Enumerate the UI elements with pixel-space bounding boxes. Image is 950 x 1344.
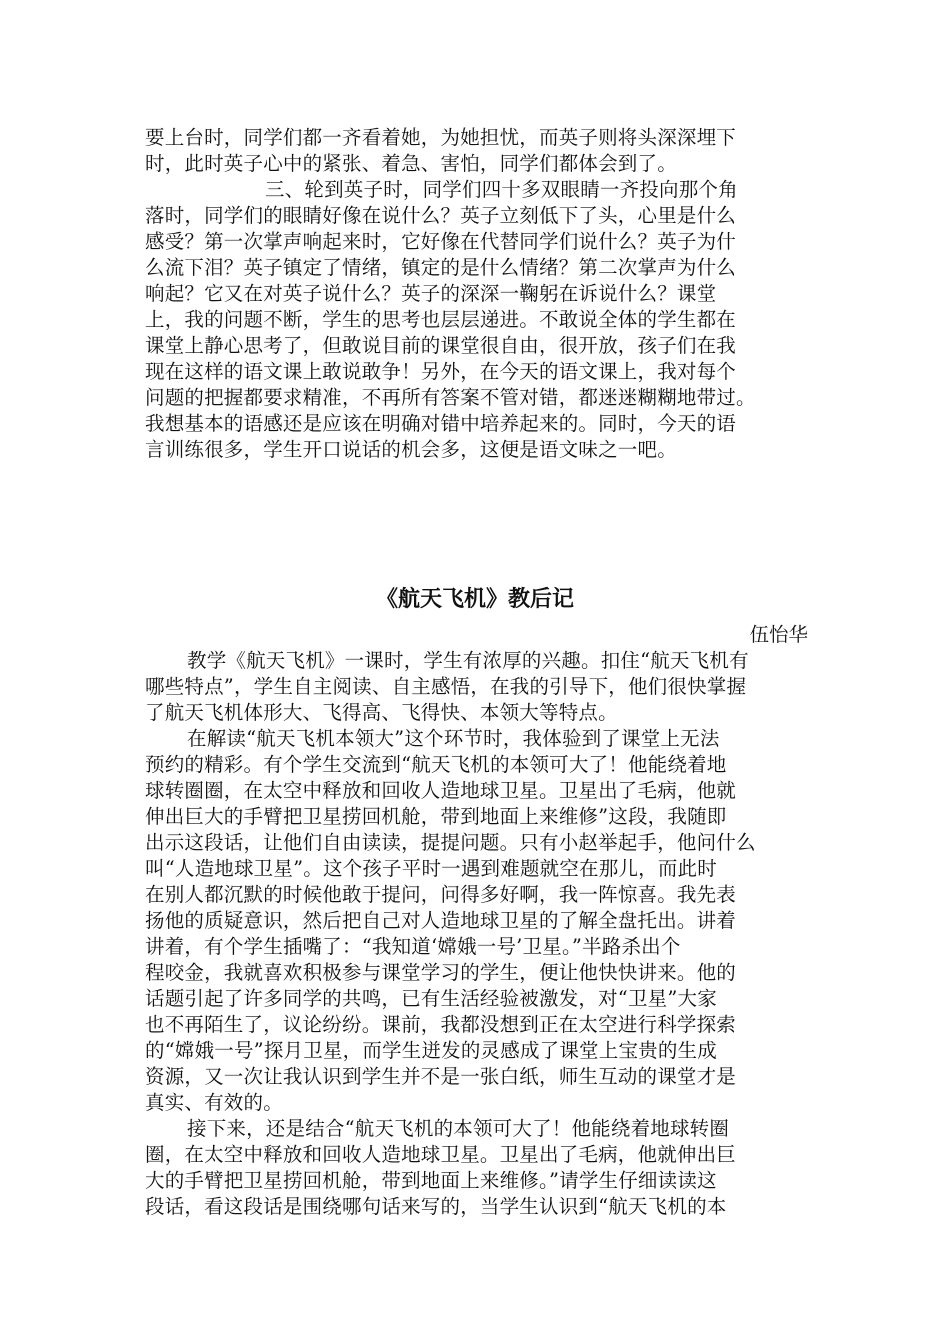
text-line: 时，此时英子心中的紧张、着急、害怕，同学们都体会到了。 bbox=[145, 152, 677, 175]
text-line: 伸出巨大的手臂把卫星捞回机舱，带到地面上来维修”这段，我随即 bbox=[145, 805, 727, 828]
text-line: 要上台时，同学们都一齐看着她，为她担忧，而英子则将头深深埋下 bbox=[145, 126, 737, 149]
text-line: 教学《航天飞机》一课时，学生有浓厚的兴趣。扣住“航天飞机有 bbox=[187, 649, 749, 672]
text-line: 预约的精彩。有个学生交流到“航天飞机的本领可大了！他能绕着地 bbox=[145, 753, 727, 776]
article-body bbox=[145, 648, 813, 1220]
text-line: 响起？它又在对英子说什么？英子的深深一鞠躬在诉说什么？课堂 bbox=[145, 282, 717, 305]
text-line: 我想基本的语感还是应该在明确对错中培养起来的。同时，今天的语 bbox=[145, 412, 737, 435]
text-line: 出示这段话，让他们自由读读，提提问题。只有小赵举起手，他问什么 bbox=[145, 831, 756, 854]
text-line: 段话，看这段话是围绕哪句话来写的，当学生认识到“航天飞机的本 bbox=[145, 1195, 727, 1218]
text-line: 在解读“航天飞机本领大”这个环节时，我体验到了课堂上无法 bbox=[187, 727, 720, 750]
text-line: 球转圈圈，在太空中释放和回收人造地球卫星。卫星出了毛病，他就 bbox=[145, 779, 737, 802]
text-line: 现在这样的语文课上敢说敢争！另外，在今天的语文课上，我对每个 bbox=[145, 360, 737, 383]
text-line: 大的手臂把卫星捞回机舱，带到地面上来维修。”请学生仔细读读这 bbox=[145, 1169, 717, 1192]
article-author: 伍怡华 bbox=[749, 623, 808, 646]
text-line: 么流下泪？英子镇定了情绪，镇定的是什么情绪？第二次掌声为什么 bbox=[145, 256, 737, 279]
text-line: 程咬金，我就喜欢积极参与课堂学习的学生，便让他快快讲来。他的 bbox=[145, 961, 737, 984]
text-line: 了航天飞机体形大、飞得高、飞得快、本领大等特点。 bbox=[145, 701, 618, 724]
article-title: 《航天飞机》教后记 bbox=[375, 587, 574, 612]
text-line: 上，我的问题不断，学生的思考也层层递进。不敢说全体的学生都在 bbox=[145, 308, 737, 331]
text-line: 扬他的质疑意识，然后把自己对人造地球卫星的了解全盘托出。讲着 bbox=[145, 909, 737, 932]
text-line: 资源，又一次让我认识到学生并不是一张白纸，师生互动的课堂才是 bbox=[145, 1065, 737, 1088]
text-line: 三、轮到英子时，同学们四十多双眼睛一齐投向那个角 bbox=[265, 178, 738, 201]
continued-paragraphs bbox=[145, 125, 813, 463]
text-line: 的“嫦娥一号”探月卫星，而学生迸发的灵感成了课堂上宝贵的生成 bbox=[145, 1039, 717, 1062]
text-line: 叫“人造地球卫星”。这个孩子平时一遇到难题就空在那儿，而此时 bbox=[145, 857, 717, 880]
text-line: 言训练很多，学生开口说话的机会多，这便是语文味之一吧。 bbox=[145, 438, 677, 461]
text-line: 圈，在太空中释放和回收人造地球卫星。卫星出了毛病，他就伸出巨 bbox=[145, 1143, 737, 1166]
text-line: 话题引起了许多同学的共鸣，已有生活经验被激发，对“卫星”大家 bbox=[145, 987, 717, 1010]
text-line: 感受？第一次掌声响起来时，它好像在代替同学们说什么？英子为什 bbox=[145, 230, 737, 253]
text-line: 哪些特点”，学生自主阅读、自主感悟，在我的引导下，他们很快掌握 bbox=[145, 675, 747, 698]
text-line: 讲着，有个学生插嘴了：“我知道‘嫦娥一号’卫星。”半路杀出个 bbox=[145, 935, 681, 958]
text-line: 真实、有效的。 bbox=[145, 1091, 283, 1114]
text-line: 问题的把握都要求精准，不再所有答案不管对错，都迷迷糊糊地带过。 bbox=[145, 386, 756, 409]
text-line: 接下来，还是结合“航天飞机的本领可大了！他能绕着地球转圈 bbox=[187, 1117, 730, 1140]
text-line: 也不再陌生了，议论纷纷。课前，我都没想到正在太空进行科学探索 bbox=[145, 1013, 737, 1036]
text-line: 课堂上静心思考了，但敢说目前的课堂很自由，很开放，孩子们在我 bbox=[145, 334, 737, 357]
text-line: 在别人都沉默的时候他敢于提问，问得多好啊，我一阵惊喜。我先表 bbox=[145, 883, 737, 906]
text-line: 落时，同学们的眼睛好像在说什么？英子立刻低下了头，心里是什么 bbox=[145, 204, 737, 227]
